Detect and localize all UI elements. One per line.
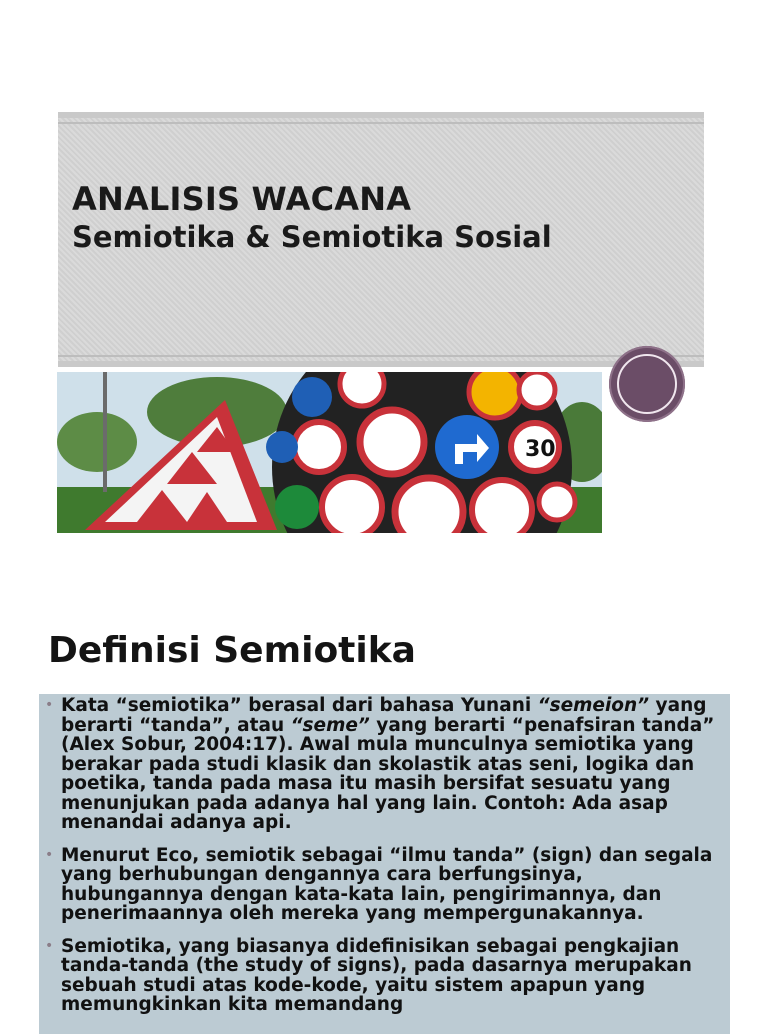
decorative-medallion — [609, 346, 685, 422]
bullet-italic: “semeion” — [537, 695, 650, 716]
divider — [58, 122, 704, 124]
bullet-icon: • — [45, 697, 54, 713]
list-item — [45, 695, 716, 833]
list-item — [45, 844, 716, 924]
bullet-list — [39, 694, 730, 1015]
section-heading: Definisi Semiotika — [48, 630, 416, 671]
bullet-text: Semiotika, yang biasanya didefinisikan sebagai pengkajian tanda-tanda (the study of signs), pada dasarnya merupakan sebuah studi atas kode-kode, yaitu sistem apapun yang memungkinkan kita memandang — [61, 935, 692, 1015]
slide-title-text: ANALISIS WACANA — [72, 180, 412, 218]
divider — [58, 361, 704, 367]
bullet-icon: • — [45, 846, 54, 863]
title-band — [58, 112, 704, 367]
road-signs-photo — [57, 372, 602, 533]
bullet-icon: • — [45, 937, 54, 954]
bullet-text: yang berarti “tanda”, atau — [61, 695, 707, 736]
bullet-text: Menurut Eco, semiotik sebagai “ilmu tanda” (sign) dan segala yang berhubungan dengannya cara berfungsinya, hubungannya dengan kata-kata lain, pengirimannya, dan penerimaannya oleh mereka yang mempergunakannya. — [61, 844, 713, 924]
bullet-text: Kata “semiotika” berasal dari bahasa Yunani — [61, 695, 538, 716]
list-item — [45, 935, 716, 1015]
bullet-italic: “seme” — [290, 714, 370, 736]
slide-definition — [0, 575, 768, 1024]
road-signs-illustration — [57, 372, 602, 533]
divider — [58, 355, 704, 357]
divider — [58, 112, 704, 118]
bullet-text: yang berarti “penafsiran tanda” (Alex Sobur, 2004:17). Awal mula munculnya semiotika yang berakar pada studi klasik dan skolastik atas seni, logika dan poetika, tanda pada masa itu masih bersifat sesuatu yang menunjukan pada adanya hal yang lain. Contoh: Ada asap menandai adanya api. — [61, 714, 715, 833]
content-box — [39, 694, 730, 1034]
slide-subtitle-text: Semiotika & Semiotika Sosial — [72, 220, 552, 254]
svg-text:30: 30 — [525, 437, 556, 462]
